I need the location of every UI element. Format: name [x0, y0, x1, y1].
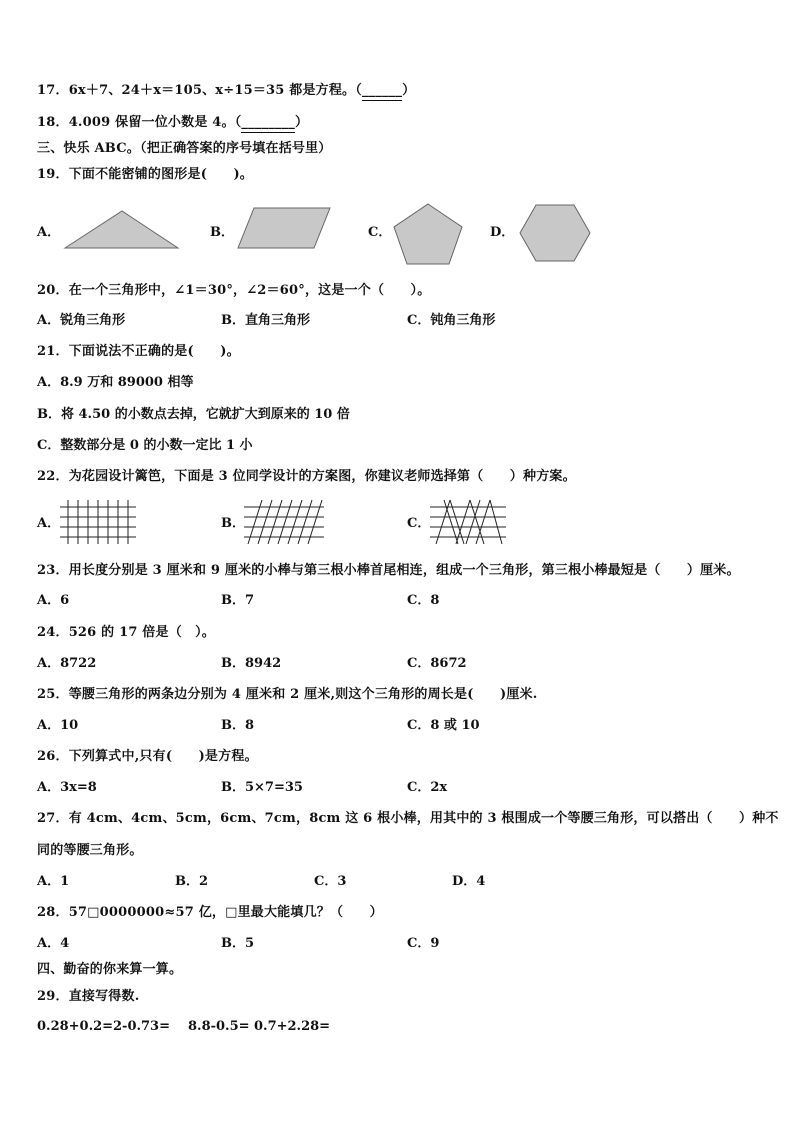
answer-blank[interactable]: ______	[362, 82, 402, 101]
answer-blank[interactable]: ________	[241, 114, 295, 133]
option-a[interactable]: A．	[37, 516, 61, 531]
question-24: 24．526 的 17 倍是（ ）。	[37, 625, 215, 640]
close-paren: ）	[295, 115, 309, 130]
option-b[interactable]: B．5	[221, 936, 255, 951]
option-a[interactable]: A．8722	[37, 656, 97, 671]
question-19: 19．下面不能密铺的图形是( )。	[37, 167, 253, 182]
option-b[interactable]: B．8942	[221, 656, 282, 671]
question-28: 28．57□0000000≈57 亿，□里最大能填几？（ ）	[37, 905, 383, 920]
question-29: 29．直接写得数.	[37, 989, 140, 1004]
option-a[interactable]: A．	[37, 225, 61, 240]
option-b[interactable]: B．	[221, 516, 245, 531]
option-b[interactable]: B．5×7=35	[221, 780, 303, 795]
option-c[interactable]: C．8672	[407, 656, 467, 671]
option-c[interactable]: C．8	[407, 593, 440, 608]
section-4-heading: 四、勤奋的你来算一算。	[37, 962, 183, 977]
option-b[interactable]: B．7	[221, 593, 255, 608]
calc-item: 2-0.73=	[113, 1019, 170, 1034]
hexagon-shape	[518, 203, 592, 263]
question-26: 26．下列算式中,只有( )是方程。	[37, 749, 258, 764]
question-23: 23．用长度分别是 3 厘米和 9 厘米的小棒与第三根小棒首尾相连，组成一个三角形，第三根小棒最短是（ ）厘米。	[37, 563, 740, 578]
calc-item: 8.8-0.5=	[188, 1019, 250, 1034]
parallelogram-shape	[236, 206, 336, 250]
option-c[interactable]: C．钝角三角形	[407, 313, 496, 328]
question-17-text: 17．6x＋7、24＋x＝105、x÷15＝35 都是方程。（	[37, 83, 362, 98]
question-27-line-1: 27．有 4cm、4cm、5cm，6cm、7cm，8cm 这 6 根小棒，用其中的 3 根围成一个等腰三角形，可以搭出（ ）种不	[37, 811, 779, 826]
pentagon-shape	[392, 202, 464, 266]
option-c[interactable]: C．3	[314, 874, 347, 889]
option-a[interactable]: A．10	[37, 718, 79, 733]
fence-grid-crossed	[430, 500, 508, 546]
question-21: 21．下面说法不正确的是( )。	[37, 344, 240, 359]
option-a[interactable]: A．1	[37, 874, 70, 889]
question-20: 20．在一个三角形中，∠1＝30°，∠2＝60°，这是一个（ ）。	[37, 283, 431, 298]
close-paren: ）	[402, 83, 416, 98]
question-22: 22．为花园设计篱笆，下面是 3 位同学设计的方案图，你建议老师选择第（ ）种方案。	[37, 469, 576, 484]
option-c[interactable]: C．9	[407, 936, 440, 951]
option-a[interactable]: A．8.9 万和 89000 相等	[37, 375, 194, 390]
option-a[interactable]: A．6	[37, 593, 70, 608]
option-c[interactable]: C．	[407, 516, 431, 531]
option-b[interactable]: B．8	[221, 718, 255, 733]
question-18-text: 18．4.009 保留一位小数是 4。（	[37, 115, 242, 130]
question-18	[37, 114, 308, 133]
option-a[interactable]: A．3x=8	[37, 780, 97, 795]
option-b[interactable]: B．2	[175, 874, 209, 889]
question-25: 25．等腰三角形的两条边分别为 4 厘米和 2 厘米,则这个三角形的周长是( )厘米.	[37, 687, 538, 702]
option-c[interactable]: C．	[368, 225, 392, 240]
option-a[interactable]: A．锐角三角形	[37, 313, 126, 328]
triangle-shape	[62, 208, 182, 250]
option-c[interactable]: C．8 或 10	[407, 718, 480, 733]
option-d[interactable]: D．	[490, 225, 515, 240]
fence-grid-slanted	[244, 500, 326, 546]
question-17	[37, 82, 415, 101]
option-b[interactable]: B．将 4.50 的小数点去掉，它就扩大到原来的 10 倍	[37, 407, 350, 422]
option-a[interactable]: A．4	[37, 936, 70, 951]
question-27-line-2: 同的等腰三角形。	[37, 843, 143, 858]
option-b[interactable]: B．	[210, 225, 234, 240]
calc-item: 0.28+0.2=	[37, 1019, 114, 1034]
calc-item: 0.7+2.28=	[254, 1019, 331, 1034]
fence-grid-square	[60, 500, 138, 546]
section-3-heading: 三、快乐 ABC。（把正确答案的序号填在括号里）	[37, 141, 332, 156]
option-c[interactable]: C．整数部分是 0 的小数一定比 1 小	[37, 438, 253, 453]
option-b[interactable]: B．直角三角形	[221, 313, 310, 328]
option-d[interactable]: D．4	[452, 874, 486, 889]
option-c[interactable]: C．2x	[407, 780, 448, 795]
